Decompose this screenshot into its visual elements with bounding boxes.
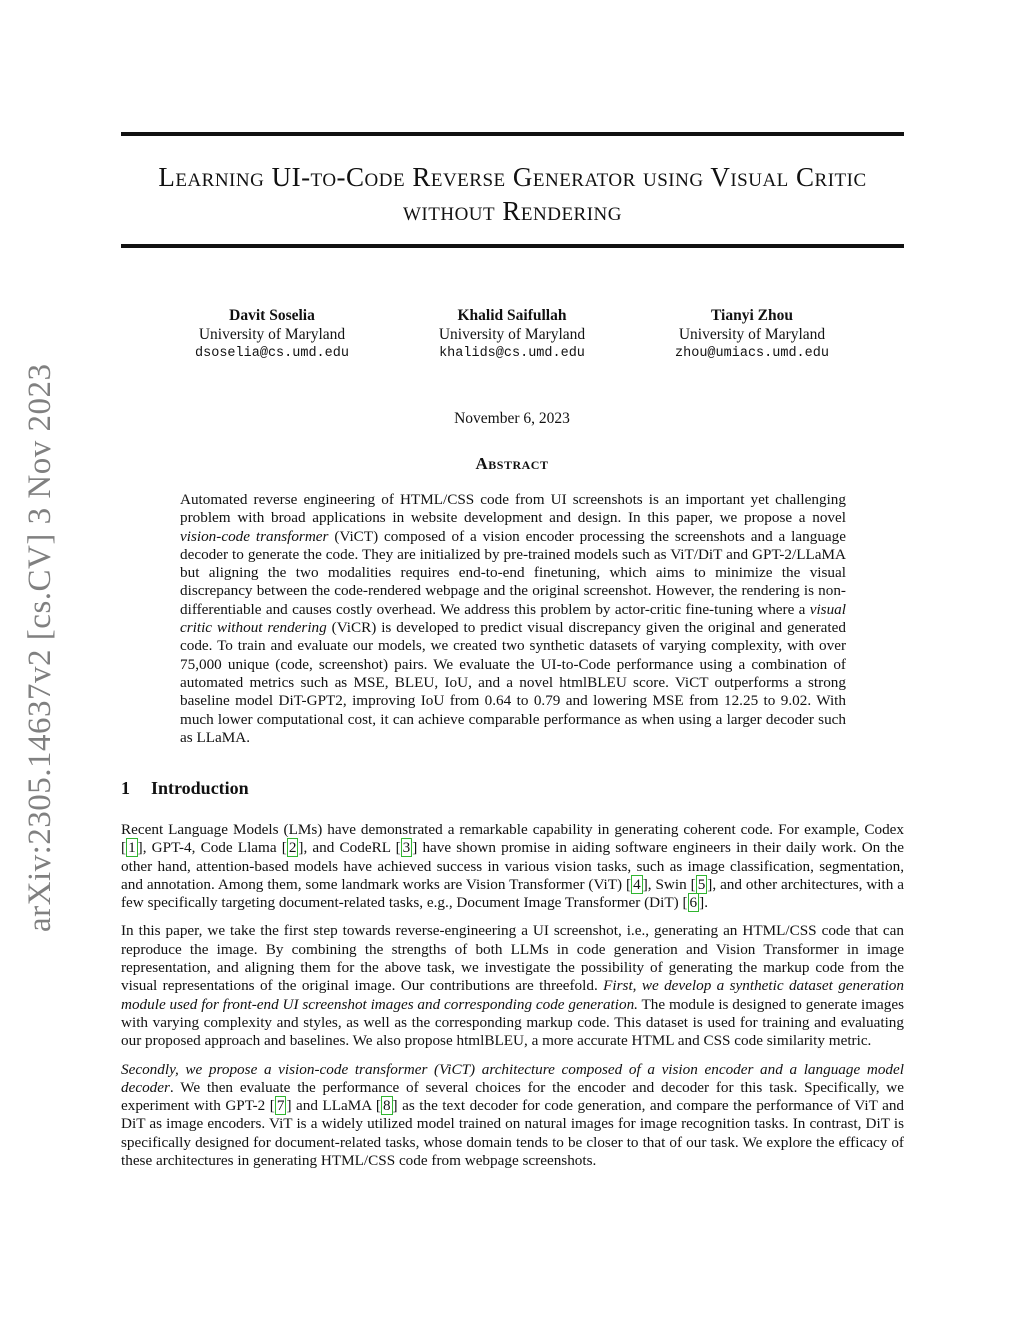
author-affiliation: University of Maryland bbox=[438, 326, 586, 343]
section-title: Introduction bbox=[151, 778, 249, 798]
paragraph-text: . We then evaluate the performance of several choices for the encoder and decoder for this task. Specifically, we experiment with GPT-2 bbox=[121, 1078, 904, 1115]
author-name: Khalid Saifullah bbox=[457, 307, 567, 324]
paragraph: Secondly, we propose a vision-code transformer (ViCT) architecture composed of a vision encoder and a language model decoder. We then evaluate the performance of several choices for the encoder and decoder for this task. Specifically, we experiment with GPT-2 [ 7 ] and LLaMA [ 8 ] as the text decoder for code generation, and compare the performance of ViT and DiT as image encoders. ViT is a widely utilized model trained on natural images for image recognition tasks. In contrast, DiT is specifically designed for document-related tasks, whose domain tends to be closer to that of our task. We explore the efficacy of these architectures in generating HTML/CSS code from webpage screenshots. bbox=[121, 1060, 905, 1170]
abstract-emphasis: visual critic without rendering bbox=[180, 600, 846, 637]
paragraph bbox=[121, 922, 904, 1050]
abstract-text-part: (ViCR) is developed to predict visual discrepancy given the original and generated code. To train and evaluate our models, we created two synthetic datasets of varying complexity, with over 75,000 unique (code, screenshot) pairs. We evaluate the UI-to-Code performance using a combination of automated metrics such as MSE, BLEU, IoU, and a novel htmlBLEU score. ViCT outperforms a strong baseline model DiT-GPT2, improving IoU from 0.64 to 0.79 and lowering MSE from 12.25 to 9.02. With much lower computational cost, it can achieve comparable performance as when using a larger decoder such as LLaMA. bbox=[180, 619, 846, 746]
citation-link[interactable]: 2 bbox=[288, 839, 297, 857]
title-rule-top bbox=[121, 132, 904, 136]
citation-link[interactable]: 7 bbox=[276, 1097, 285, 1115]
abstract-text-part: (ViCT) composed of a vision encoder processing the screenshots and a language decoder to generate the code. They are initialized by pre-trained models such as ViT/DiT and GPT-2/LLaMA but aligning the two modalities requires end-to-end finetuning, which aims to minimize the visual discrepancy between the code-rendered webpage and the original screenshot. However, the rendering is non-differentiable and causes costly overhead. We address this problem by actor-critic fine-tuning where a bbox=[180, 527, 846, 618]
author-affiliation: University of Maryland bbox=[678, 326, 826, 343]
paragraph-emphasis: Secondly, we propose a vision-code transformer (ViCT) architecture composed of a vision encoder and a language model decoder bbox=[121, 1060, 904, 1096]
abstract-text bbox=[180, 491, 846, 747]
author-block bbox=[172, 306, 372, 363]
paragraph-text: In this paper, we take the first step towards reverse-engineering a UI screenshot, i.e., generating an HTML/CSS code that can reproduce the image. By combining the strengths of both LLMs in code generation and Vision Transformer in image representation, and aligning them for the above task, we investigate the possibility of generating the markup code from the visual representations of the original image. Our contributions are threefold. bbox=[121, 922, 904, 995]
paragraph-text: , Swin bbox=[647, 875, 691, 893]
paper-title: Learning UI-to-Code Reverse Generator using Visual Critic without Rendering bbox=[158, 162, 867, 226]
citation-link[interactable]: 1 bbox=[128, 839, 136, 857]
author-email: khalids@cs.umd.edu bbox=[439, 346, 585, 361]
author-name: Davit Soselia bbox=[229, 307, 315, 324]
author-email: zhou@umiacs.umd.edu bbox=[675, 346, 829, 361]
abstract-text-part: Automated reverse engineering of HTML/CSS code from UI screenshots is an important yet challenging problem with broad applications in website development and design. In this paper, we propose a novel bbox=[180, 491, 846, 527]
paragraph-emphasis: First, we develop a synthetic dataset generation module used for front-end UI screenshot images and corresponding code generation. bbox=[121, 977, 904, 1013]
citation-link[interactable]: 3 bbox=[402, 839, 411, 857]
citation-link[interactable]: 8 bbox=[382, 1097, 391, 1115]
paragraph-text: . bbox=[704, 894, 708, 912]
paragraph-text: and LLaMA bbox=[291, 1097, 376, 1115]
title-rule-bottom bbox=[121, 244, 904, 248]
paragraph-text: The module is designed to generate images with varying complexity and styles, as well as the corresponding markup code. This dataset is used for training and evaluating our proposed approach and baselines. We also propose htmlBLEU, a more accurate HTML and CSS code similarity metric. bbox=[121, 995, 904, 1050]
section-number: 1 bbox=[121, 778, 130, 798]
abstract-heading: Abstract bbox=[475, 454, 549, 473]
paragraph-text: have shown promise in aiding software engineers in their daily work. On the other hand, attention-based models have achieved success in various vision tasks, such as image classification, segmentation, and annotation. Among them, some landmark works are Vision Transformer (ViT) bbox=[121, 839, 904, 893]
citation-link[interactable]: 6 bbox=[689, 894, 698, 912]
citation-link[interactable]: 5 bbox=[697, 875, 706, 893]
paragraph-text: , and CodeRL bbox=[303, 839, 396, 857]
paragraph-text: , GPT-4, Code Llama bbox=[142, 839, 282, 857]
paper-date: November 6, 2023 bbox=[454, 410, 570, 427]
author-email: dsoselia@cs.umd.edu bbox=[195, 346, 349, 361]
section-heading bbox=[121, 778, 249, 799]
author-name: Tianyi Zhou bbox=[711, 307, 793, 324]
abstract-emphasis: vision-code transformer bbox=[180, 527, 329, 545]
paragraph-text: Recent Language Models (LMs) have demonstrated a remarkable capability in generating coherent code. For example, Codex bbox=[121, 821, 904, 838]
paragraph: Recent Language Models (LMs) have demonstrated a remarkable capability in generating coherent code. For example, Codex [ 1 ], GPT-4, Code Llama [ 2 ], and CodeRL [ 3 ] have shown promise in aiding software engineers in their daily work. On the other hand, attention-based models have achieved success in various vision tasks, such as image classification, segmentation, and annotation. Among them, some landmark works are Vision Transformer (ViT) [ 4 ], Swin [ 5 ], and other architectures, with a few specifically targeting document-related tasks, e.g., Document Image Transformer (DiT) [ 6 ]. bbox=[121, 821, 905, 912]
citation-link[interactable]: 4 bbox=[633, 875, 641, 893]
paragraph-text: , and other architectures, with a few specifically targeting document-related tasks, e.g., Document Image Transformer (DiT) bbox=[121, 875, 905, 912]
arxiv-identifier: arXiv:2305.14637v2 [cs.CV] 3 Nov 2023 bbox=[22, 363, 58, 932]
author-block bbox=[412, 306, 612, 363]
author-affiliation: University of Maryland bbox=[198, 326, 346, 343]
body-text bbox=[121, 821, 904, 1180]
paragraph-text: as the text decoder for code generation, and compare the performance of ViT and DiT as image encoders. ViT is a widely utilized model trained on natural images for image recognition tasks. In contrast, DiT is specifically designed for document-related tasks, whose domain tends to be closer to that of our task. We explore the efficacy of these architectures in generating HTML/CSS code from webpage screenshots. bbox=[121, 1097, 905, 1170]
author-block bbox=[652, 306, 852, 363]
